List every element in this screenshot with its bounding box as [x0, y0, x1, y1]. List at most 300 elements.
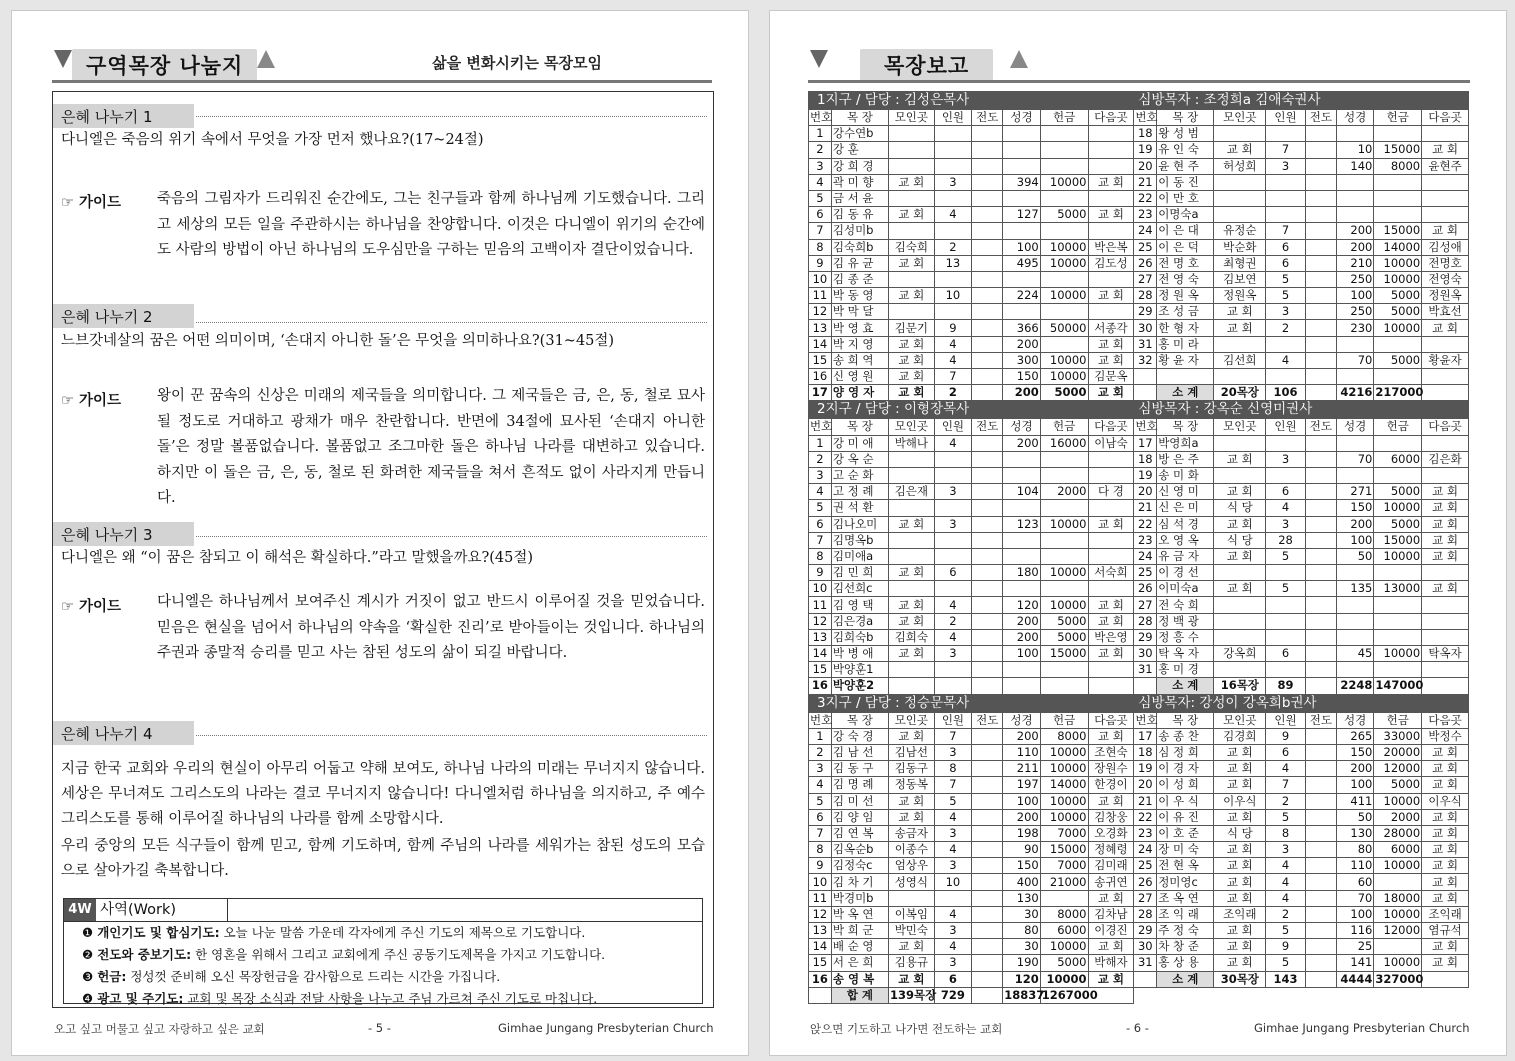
table-cell: 3	[1266, 451, 1305, 467]
table-cell	[972, 761, 1003, 777]
divider	[196, 322, 707, 323]
table-cell	[1305, 435, 1336, 451]
table-cell: 7	[1266, 223, 1305, 239]
table-cell: 강옥희	[1214, 646, 1266, 662]
table-cell: 고 순 화	[831, 467, 888, 483]
table-row	[809, 761, 1469, 777]
table-cell: 10000	[1374, 858, 1422, 874]
table-cell: 16	[809, 678, 832, 694]
table-cell: 모인곳	[1214, 712, 1266, 728]
table-cell: 4	[934, 842, 971, 858]
table-cell: 교 회	[1422, 744, 1469, 760]
table-row	[809, 352, 1469, 368]
table-cell: 교 회	[1088, 793, 1134, 809]
table-cell: 성경	[1336, 110, 1373, 126]
table-cell: 250	[1336, 271, 1373, 287]
table-cell	[972, 467, 1003, 483]
table-cell: 강수연b	[831, 126, 888, 142]
district-header	[809, 401, 1469, 419]
table-cell: 16목장	[1214, 678, 1266, 694]
table-cell: 9	[809, 255, 832, 271]
table-cell: 조익래	[1422, 906, 1469, 922]
table-cell	[1374, 874, 1422, 890]
table-cell: 교 회	[1422, 939, 1469, 955]
table-cell: 9	[1266, 939, 1305, 955]
table-cell: 4444	[1336, 971, 1373, 987]
table-cell: 10000	[1374, 793, 1422, 809]
table-cell: 21	[1134, 174, 1157, 190]
table-cell: 2	[1266, 906, 1305, 922]
table-cell: 2	[934, 239, 971, 255]
table-cell: 김보연	[1214, 271, 1266, 287]
table-cell: 12	[809, 304, 832, 320]
table-cell	[1305, 207, 1336, 223]
table-cell: 김성애	[1422, 239, 1469, 255]
table-cell	[972, 304, 1003, 320]
table-cell: 6	[934, 971, 971, 987]
table-row	[809, 320, 1469, 336]
table-cell: 김선희c	[831, 581, 888, 597]
table-cell: 교 회	[1088, 385, 1134, 401]
table-cell	[972, 255, 1003, 271]
table-cell: 교 회	[1214, 548, 1266, 564]
table-cell	[1422, 207, 1469, 223]
table-cell: 헌금	[1040, 110, 1088, 126]
table-cell: 7	[809, 825, 832, 841]
table-cell: 8	[809, 239, 832, 255]
table-cell	[1305, 548, 1336, 564]
table-cell: 5000	[1374, 352, 1422, 368]
table-cell: 265	[1336, 728, 1373, 744]
table-cell	[972, 581, 1003, 597]
table-cell	[934, 271, 971, 287]
table-cell: 327000	[1375, 971, 1424, 986]
table-cell: 김선희	[1214, 352, 1266, 368]
table-cell: 교 회	[1214, 304, 1266, 320]
table-cell: 이경진	[1088, 923, 1134, 939]
table-cell: 교 회	[889, 971, 935, 987]
table-row	[809, 939, 1469, 955]
table-cell: 10	[809, 874, 832, 890]
table-cell: 조 익 래	[1157, 906, 1214, 922]
table-cell	[1305, 613, 1336, 629]
table-cell: 150	[1336, 744, 1373, 760]
table-cell: 10000	[1040, 369, 1088, 385]
table-cell	[1305, 320, 1336, 336]
table-cell: 70	[1336, 890, 1373, 906]
table-cell	[934, 190, 971, 206]
table-cell: 홍 미 라	[1157, 336, 1214, 352]
table-cell: 31	[1134, 955, 1157, 971]
table-cell: 22	[1134, 190, 1157, 206]
table-cell: 200	[1003, 435, 1040, 451]
table-cell	[1040, 142, 1088, 158]
table-row	[809, 678, 1469, 694]
table-cell: 24	[1134, 223, 1157, 239]
table-row	[809, 435, 1469, 451]
table-cell: 교 회	[889, 336, 935, 352]
table-cell: 10000	[1374, 500, 1422, 516]
table-cell: 김동구	[889, 761, 935, 777]
table-cell: 교 회	[1214, 761, 1266, 777]
table-cell: 10000	[1374, 255, 1422, 271]
table-cell: 교 회	[889, 207, 935, 223]
table-cell: 200	[1336, 223, 1373, 239]
table-cell: 다음곳	[1088, 110, 1134, 126]
table-cell: 123	[1003, 516, 1040, 532]
table-cell	[972, 629, 1003, 645]
table-cell: 30	[1134, 646, 1157, 662]
table-cell: 홍 미 경	[1157, 662, 1214, 678]
table-cell	[1214, 207, 1266, 223]
table-cell: 교 회	[889, 939, 935, 955]
table-cell	[1374, 467, 1422, 483]
table-cell: 전도	[972, 712, 1003, 728]
table-cell: 6	[1266, 484, 1305, 500]
table-cell: 4216	[1336, 385, 1373, 401]
table-cell: 소 계	[1157, 385, 1214, 401]
table-cell: 윤 현 주	[1157, 158, 1214, 174]
table-cell: 31	[1134, 662, 1157, 678]
paragraph: 우리 중앙의 모든 식구들이 함께 믿고, 함께 기도하며, 함께 주님의 나라를 세워가는 참된 성도의 모습으로 살아가길 축복합니다.	[61, 838, 705, 879]
table-row	[809, 239, 1469, 255]
guide-label: ☞ 가이드	[61, 599, 122, 615]
table-cell: 박 영 효	[831, 320, 888, 336]
table-cell	[1040, 451, 1088, 467]
table-cell	[1305, 352, 1336, 368]
table-cell: 박 동 영	[831, 288, 888, 304]
table-cell	[972, 597, 1003, 613]
table-cell	[1266, 207, 1305, 223]
table-cell	[1305, 761, 1336, 777]
table-cell: 이미숙a	[1157, 581, 1214, 597]
table-cell	[1305, 858, 1336, 874]
table-cell: 교 회	[1422, 858, 1469, 874]
table-cell: 495	[1003, 255, 1040, 271]
table-cell: 5	[1266, 288, 1305, 304]
table-cell: 김 민 희	[831, 565, 888, 581]
table-cell	[1305, 190, 1336, 206]
table-cell: 김용규	[889, 955, 935, 971]
table-cell	[972, 777, 1003, 793]
table-row	[809, 451, 1469, 467]
table-cell	[1336, 336, 1373, 352]
table-cell: 12	[809, 613, 832, 629]
work-box	[63, 898, 703, 1004]
table-cell	[1305, 777, 1336, 793]
table-cell: 200	[1003, 336, 1040, 352]
table-cell: 교 회	[1214, 874, 1266, 890]
table-cell	[1214, 369, 1266, 385]
table-cell	[972, 890, 1003, 906]
table-cell: 197	[1003, 777, 1040, 793]
table-cell: 5	[1266, 809, 1305, 825]
table-cell	[1214, 662, 1266, 678]
table-cell: 신 영 미	[1157, 484, 1214, 500]
footer-motto: 오고 싶고 머물고 싶고 자랑하고 싶은 교회	[54, 1022, 265, 1036]
table-cell	[1266, 613, 1305, 629]
table-cell: 190	[1003, 955, 1040, 971]
table-cell: 10000	[1374, 955, 1422, 971]
table-row	[809, 809, 1469, 825]
table-cell: 허성희	[1214, 158, 1266, 174]
table-cell: 5	[1266, 923, 1305, 939]
table-cell: 180	[1003, 565, 1040, 581]
table-cell: 9	[934, 320, 971, 336]
table-cell	[934, 581, 971, 597]
table-cell	[1422, 435, 1469, 451]
table-cell: 이 은 덕	[1157, 239, 1214, 255]
table-cell: 100	[1336, 532, 1373, 548]
table-cell: 인원	[1266, 712, 1305, 728]
table-row	[809, 336, 1469, 352]
table-cell: 박영희a	[1157, 435, 1214, 451]
table-cell	[1422, 971, 1469, 987]
table-cell: 4	[934, 207, 971, 223]
table-cell: 3	[934, 646, 971, 662]
table-cell: 다음곳	[1088, 712, 1134, 728]
table-cell: 성영식	[889, 874, 935, 890]
table-cell	[1305, 842, 1336, 858]
table-cell: 교 회	[1422, 874, 1469, 890]
table-cell: 김 차 기	[831, 874, 888, 890]
table-cell: 교 회	[1422, 532, 1469, 548]
table-cell: 1	[809, 435, 832, 451]
table-cell: 18	[1134, 451, 1157, 467]
table-cell	[1336, 369, 1373, 385]
table-cell	[972, 987, 1003, 1003]
table-cell	[972, 500, 1003, 516]
table-cell: 4	[1266, 352, 1305, 368]
table-cell: 60	[1336, 874, 1373, 890]
table-cell: 15000	[1040, 646, 1088, 662]
table-cell	[889, 158, 935, 174]
table-row	[809, 532, 1469, 548]
table-cell	[1003, 126, 1040, 142]
table-cell: 14	[809, 646, 832, 662]
table-cell: 서종각	[1088, 320, 1134, 336]
table-cell: 120	[1003, 597, 1040, 613]
table-cell	[1214, 613, 1266, 629]
table-cell: 곽 미 향	[831, 174, 888, 190]
section-title: 은혜 나누기 3	[53, 522, 194, 546]
table-cell: 19	[1134, 142, 1157, 158]
table-cell	[1040, 500, 1088, 516]
table-cell	[1305, 971, 1336, 987]
table-cell: 5000	[1040, 955, 1088, 971]
table-cell	[1305, 678, 1336, 694]
table-cell	[1374, 435, 1422, 451]
table-cell: 6	[809, 516, 832, 532]
table-cell: 황 윤 자	[1157, 352, 1214, 368]
table-cell	[1266, 662, 1305, 678]
table-cell: 4	[934, 809, 971, 825]
table-cell	[1266, 336, 1305, 352]
table-cell: 4	[934, 597, 971, 613]
table-row	[809, 777, 1469, 793]
table-cell: 교 회	[889, 174, 935, 190]
table-cell: 18	[1134, 126, 1157, 142]
table-cell: 271	[1336, 484, 1373, 500]
table-cell	[1305, 662, 1336, 678]
table-cell: 70	[1336, 352, 1373, 368]
table-row	[809, 842, 1469, 858]
table-cell: 교 회	[1088, 728, 1134, 744]
table-cell: 송 종 찬	[1157, 728, 1214, 744]
table-cell: 식 당	[1214, 500, 1266, 516]
table-cell: 교 회	[889, 385, 935, 401]
table-row	[809, 255, 1469, 271]
table-cell: 교 회	[889, 613, 935, 629]
table-row	[809, 190, 1469, 206]
table-cell	[1305, 923, 1336, 939]
table-cell	[1422, 678, 1469, 694]
table-cell	[1040, 190, 1088, 206]
table-cell: 10000	[1040, 809, 1088, 825]
table-cell: 8	[934, 761, 971, 777]
table-cell: 5	[1266, 581, 1305, 597]
table-cell	[1088, 190, 1134, 206]
table-cell: 이 우 식	[1157, 793, 1214, 809]
table-cell	[972, 971, 1003, 987]
table-cell: 2248	[1336, 678, 1373, 694]
table-cell	[1088, 142, 1134, 158]
table-cell: 10000	[1040, 565, 1088, 581]
table-cell: 조현숙	[1088, 744, 1134, 760]
table-cell: 300	[1003, 352, 1040, 368]
table-cell	[972, 678, 1003, 694]
column-header-row	[809, 110, 1469, 126]
table-row	[809, 744, 1469, 760]
table-cell: 19	[1134, 761, 1157, 777]
table-cell	[1305, 939, 1336, 955]
table-cell: 번호	[810, 712, 833, 727]
table-row	[809, 874, 1469, 890]
table-cell: 교 회	[1214, 484, 1266, 500]
table-cell	[1305, 467, 1336, 483]
table-cell: 3	[1266, 516, 1305, 532]
table-cell: 28000	[1374, 825, 1422, 841]
district-header	[809, 92, 1469, 110]
table-cell: 2	[809, 451, 832, 467]
page-title: 목장보고	[860, 49, 993, 81]
table-cell	[889, 142, 935, 158]
table-row	[809, 223, 1469, 239]
table-row	[809, 825, 1469, 841]
table-cell: 2	[1266, 320, 1305, 336]
table-cell: 14	[809, 939, 832, 955]
table-cell	[972, 923, 1003, 939]
table-cell	[1422, 385, 1469, 401]
table-cell: 교 회	[1214, 842, 1266, 858]
table-row	[809, 207, 1469, 223]
table-cell: 6	[809, 809, 832, 825]
table-cell: 2000	[1040, 484, 1088, 500]
table-cell: 23	[1134, 825, 1157, 841]
table-cell: 박 병 애	[831, 646, 888, 662]
question: 다니엘은 왜 “이 꿈은 참되고 이 해석은 확실하다.”라고 말했을까요?(45절)	[61, 550, 534, 566]
table-cell	[972, 842, 1003, 858]
table-cell: 박정수	[1422, 728, 1469, 744]
page-5	[11, 10, 749, 1056]
table-cell: 교 회	[1088, 890, 1134, 906]
table-cell: 7	[934, 777, 971, 793]
table-cell: 식 당	[1214, 532, 1266, 548]
table-cell: 28	[1266, 532, 1305, 548]
table-cell	[934, 142, 971, 158]
page-title: 구역목장 나눔지	[72, 49, 257, 81]
table-cell: 3	[809, 158, 832, 174]
table-cell: 130	[1336, 825, 1373, 841]
table-cell: 서숙희	[1088, 565, 1134, 581]
table-cell: 100	[1336, 777, 1373, 793]
table-cell	[972, 565, 1003, 581]
table-cell: 성경	[1336, 712, 1373, 728]
table-cell	[934, 662, 971, 678]
table-cell	[1305, 629, 1336, 645]
table-cell: 200	[1336, 761, 1373, 777]
table-cell: 28	[1134, 613, 1157, 629]
table-cell: 7	[1266, 142, 1305, 158]
table-cell	[1040, 581, 1088, 597]
table-cell: 교 회	[1214, 320, 1266, 336]
table-cell: 120	[1003, 971, 1040, 987]
table-cell	[1040, 304, 1088, 320]
table-cell: 217000	[1375, 385, 1424, 400]
table-cell: 소 계	[1157, 971, 1214, 987]
table-cell: 신 영 원	[831, 369, 888, 385]
table-cell	[1374, 369, 1422, 385]
table-cell: 8	[809, 548, 832, 564]
table-cell: 5000	[1040, 613, 1088, 629]
table-cell: 198	[1003, 825, 1040, 841]
table-cell: 13	[809, 923, 832, 939]
table-cell: 33000	[1374, 728, 1422, 744]
table-cell: 100	[1003, 793, 1040, 809]
table-cell: 5000	[1040, 385, 1088, 401]
table-cell: 교 회	[1422, 500, 1469, 516]
table-cell: 2	[934, 613, 971, 629]
table-cell: 250	[1336, 304, 1373, 320]
table-cell	[1003, 158, 1040, 174]
table-cell: 8000	[1040, 728, 1088, 744]
table-cell	[972, 613, 1003, 629]
table-cell	[1040, 548, 1088, 564]
table-cell	[1266, 174, 1305, 190]
table-cell: 황윤자	[1422, 352, 1469, 368]
table-cell	[1266, 190, 1305, 206]
table-cell: 5	[809, 190, 832, 206]
table-cell: 20	[1134, 777, 1157, 793]
table-cell: 11	[809, 597, 832, 613]
table-cell: 성경	[1003, 110, 1040, 126]
column-header-row	[809, 712, 1469, 728]
table-cell	[889, 190, 935, 206]
table-cell: 127	[1003, 207, 1040, 223]
table-cell	[1336, 467, 1373, 483]
table-cell	[1003, 271, 1040, 287]
table-cell: 4	[809, 484, 832, 500]
table-cell: 3	[934, 484, 971, 500]
table-cell	[1040, 678, 1088, 694]
table-cell: 15	[809, 955, 832, 971]
table-cell: 박 지 영	[831, 336, 888, 352]
table-cell: 10	[1336, 142, 1373, 158]
table-cell: 심방목자 : 강옥순 신영미권사	[1134, 401, 1469, 419]
table-cell: 교 회	[1088, 516, 1134, 532]
table-cell: 목 장	[831, 110, 888, 126]
table-cell	[1422, 597, 1469, 613]
